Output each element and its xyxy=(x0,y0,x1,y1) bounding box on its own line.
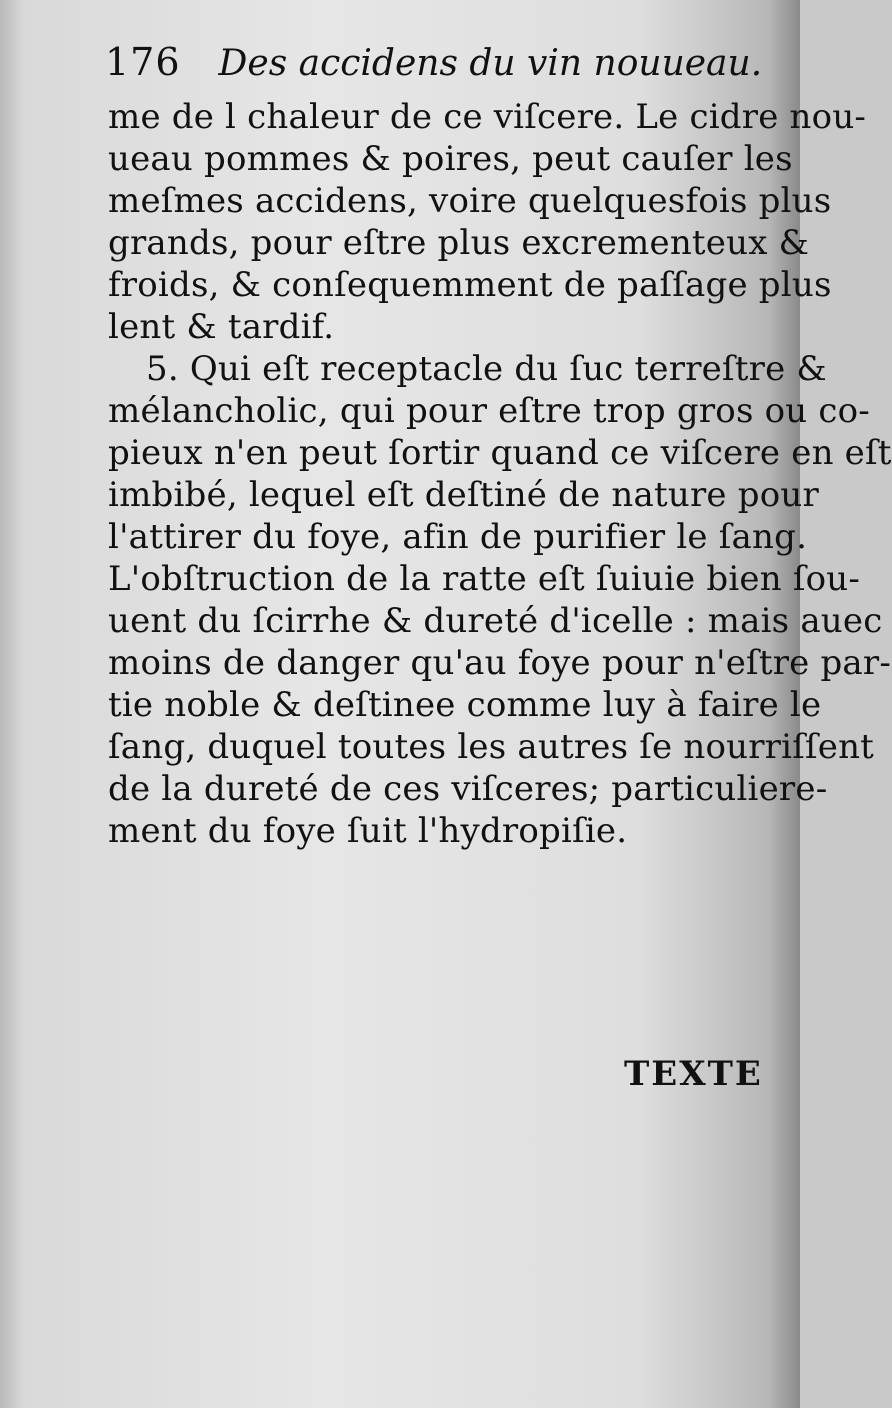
text-line: grands, pour eſtre plus excrementeux & xyxy=(108,223,810,263)
text-line: ment du foye ſuit l'hydropiſie. xyxy=(108,811,628,851)
text-line: froids, & conſequemment de paſſage plus xyxy=(108,265,832,305)
text-line: tie noble & deſtinee comme luy à faire le xyxy=(108,685,822,725)
text-line: de la dureté de ces viſceres; particuliere- xyxy=(108,769,828,809)
page-header xyxy=(105,40,765,98)
text-line: moins de danger qu'au foye pour n'eſtre par- xyxy=(108,643,892,683)
text-line: 5. Qui eſt receptacle du ſuc terreſtre & xyxy=(146,349,827,389)
text-line: lent & tardif. xyxy=(108,307,335,347)
show-through-text xyxy=(110,860,760,1080)
text-line: meſmes accidens, voire quelquesfois plus xyxy=(108,181,832,221)
text-line: uent du ſcirrhe & dureté d'icelle : mais auec xyxy=(108,601,883,641)
text-line: ueau pommes & poires, peut cauſer les xyxy=(108,139,793,179)
body-text xyxy=(108,96,892,852)
running-head: Des accidens du vin nouueau. xyxy=(218,43,763,84)
text-line: pieux n'en peut ſortir quand ce viſcere en eſt xyxy=(108,433,892,473)
text-line: imbibé, lequel eſt deſtiné de nature pour xyxy=(108,475,819,515)
text-line: me de l chaleur de ce viſcere. Le cidre nou- xyxy=(108,97,867,137)
text-line: mélancholic, qui pour eſtre trop gros ou co- xyxy=(108,391,870,431)
text-line: L'obſtruction de la ratte eſt ſuiuie bien ſou- xyxy=(108,559,861,599)
text-line: l'attirer du foye, afin de purifier le ſang. xyxy=(108,517,808,557)
text-line: ſang, duquel toutes les autres ſe nourriſſent xyxy=(108,727,875,767)
catchword: TEXTE xyxy=(624,1054,763,1094)
page-number: 176 xyxy=(105,40,181,84)
